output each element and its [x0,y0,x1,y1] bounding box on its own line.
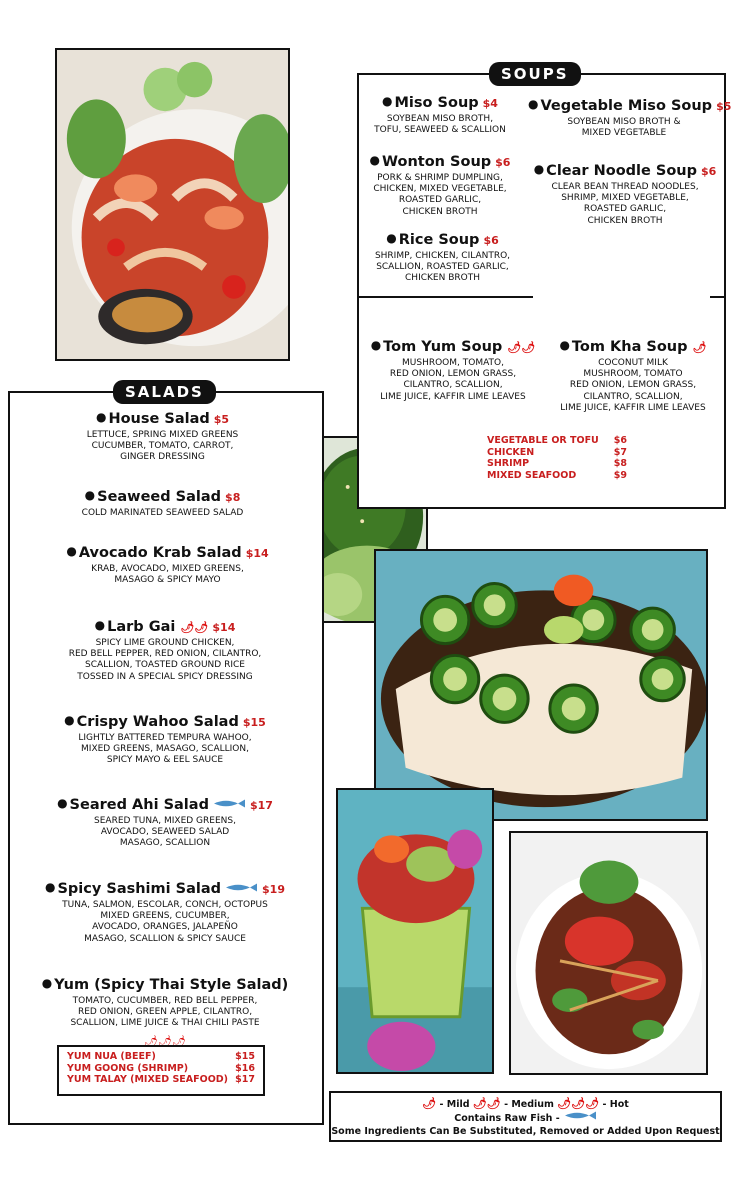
item-name: Clear Noodle Soup [546,163,697,179]
poke-cucumber-cup-photo [336,788,494,1074]
fish-icon [563,1111,597,1120]
menu-item-wonton-soup: ● Wonton Soup $6 PORK & SHRIMP DUMPLING, CHICKEN, MIXED VEGETABLE, ROASTED GARLIC, CHICKEN BROTH [360,153,520,218]
item-desc: MUSHROOM, TOMATO [583,369,683,380]
item-price: $6 [483,234,499,247]
item-price: $5 [716,100,732,113]
item-desc: MASAGO, SCALLION [119,838,211,849]
item-desc: SEARED TUNA, MIXED GREENS, [94,816,236,826]
yum-options-box [57,1045,265,1096]
item-desc: AVOCADO, SEAWEED SALAD [100,827,230,838]
item-name: Spicy Sashimi Salad [57,881,222,897]
menu-item-spicy-sashimi-salad: ● Spicy Sashimi Salad $19 TUNA, SALMON, ESCOLAR, CONCH, OCTOPUS MIXED GREENS, CUCUMBER, AVOCADO, ORANGES, JALAPEÑO MASAGO, SCALLION & SPICY SAUCE [30,880,300,945]
legend-raw-fish: Contains Raw Fish - [454,1113,560,1124]
menu-item-tom-kha-soup: ● Tom Kha Soup 🌶 COCONUT MILK MUSHROOM, TOMATO RED ONION, LEMON GRASS, CILANTRO, SCALLION, LIME JUICE, KAFFIR LIME LEAVES [543,338,723,414]
item-price: $5 [213,413,230,426]
legend-medium: - Medium [504,1099,554,1110]
item-price: $6 [495,156,511,169]
item-desc: TOSSED IN A SPECIAL SPICY DRESSING [77,671,253,682]
menu-item-tom-yum-soup: ● Tom Yum Soup 🌶🌶 MUSHROOM, TOMATO, RED ONION, LEMON GRASS, CILANTRO, SCALLION, LIME JUICE, KAFFIR LIME LEAVES [362,338,544,403]
item-desc: MIXED GREENS, MASAGO, SCALLION, [81,744,249,755]
salads-title: SALADS [113,380,216,404]
item-desc: LIME JUICE, KAFFIR LIME LEAVES [380,391,526,402]
soup-protein-options [487,435,627,481]
soups-title: SOUPS [489,62,581,86]
chili-icon: 🌶🌶🌶 [557,1097,600,1110]
item-price: $8 [225,491,241,504]
chili-icon: 🌶🌶🌶 [144,1034,186,1048]
option-row: YUM NUA (BEEF) $15 [67,1051,255,1062]
option-row: MIXED SEAFOOD $9 [487,469,627,481]
chili-icon: 🌶🌶 [180,621,209,634]
item-desc: KRAB, AVOCADO, MIXED GREENS, [91,564,244,574]
option-row: VEGETABLE OR TOFU $6 [487,435,627,446]
menu-item-yum-salad: ● Yum (Spicy Thai Style Salad) TOMATO, CUCUMBER, RED BELL PEPPER, RED ONION, GREEN APPLE, CILANTRO, SCALLION, LIME JUICE & THAI CHILI PASTE 🌶🌶🌶 [30,976,300,1049]
menu-item-rice-soup: ● Rice Soup $6 SHRIMP, CHICKEN, CILANTRO, SCALLION, ROASTED GARLIC, CHICKEN BROTH [360,231,525,285]
item-price: $19 [262,883,285,896]
item-price: $14 [212,621,236,634]
item-desc: SHRIMP, MIXED VEGETABLE, [561,193,689,204]
item-desc: MASAGO & SPICY MAYO [114,575,221,586]
item-desc: MIXED VEGETABLE [581,128,667,139]
item-desc: LIGHTLY BATTERED TEMPURA WAHOO, [78,733,252,743]
legend-note: Some Ingredients Can Be Substituted, Removed or Added Upon Request [331,1126,720,1137]
item-name: Wonton Soup [382,154,492,170]
item-desc: CLEAR BEAN THREAD NOODLES, [551,182,699,192]
item-name: Avocado Krab Salad [78,545,242,561]
item-desc: ROASTED GARLIC, [398,195,482,206]
item-desc: AVOCADO, ORANGES, JALAPEÑO [92,922,238,933]
menu-item-vegetable-miso-soup: ● Vegetable Miso Soup $5 SOYBEAN MISO BROTH & MIXED VEGETABLE [528,97,732,139]
item-desc: CHICKEN BROTH [405,273,480,284]
spicy-beef-salad-photo [509,831,708,1075]
item-name: House Salad [108,411,210,427]
item-desc: RED ONION, LEMON GRASS, [389,369,517,380]
item-desc: SPICY LIME GROUND CHICKEN, [95,638,235,648]
item-desc: RED ONION, LEMON GRASS, [569,380,697,391]
chili-icon: 🌶 [422,1097,437,1110]
item-desc: TOMATO, CUCUMBER, RED BELL PEPPER, [72,996,258,1006]
item-desc: RED ONION, GREEN APPLE, CILANTRO, [77,1007,253,1018]
menu-item-crispy-wahoo-salad: ● Crispy Wahoo Salad $15 LIGHTLY BATTERED TEMPURA WAHOO, MIXED GREENS, MASAGO, SCALLION, SPICY MAYO & EEL SAUCE [50,713,280,767]
item-desc: SOYBEAN MISO BROTH & [567,117,681,127]
soups-divider-right [710,296,724,298]
item-desc: SOYBEAN MISO BROTH, [386,114,494,124]
chili-icon: 🌶🌶 [472,1097,501,1110]
item-desc: CILANTRO, SCALLION, [583,391,683,402]
item-name: Miso Soup [394,95,479,111]
menu-item-clear-noodle-soup: ● Clear Noodle Soup $6 CLEAR BEAN THREAD NOODLES, SHRIMP, MIXED VEGETABLE, ROASTED GARLIC, CHICKEN BROTH [530,162,720,227]
item-name: Rice Soup [398,232,480,248]
option-row: YUM GOONG (SHRIMP) $16 [67,1062,255,1074]
item-desc: CHICKEN BROTH [402,206,478,217]
item-desc: MUSHROOM, TOMATO, [402,358,504,368]
item-name: Yum (Spicy Thai Style Salad) [54,977,289,993]
fish-icon [212,799,246,808]
item-desc: TOFU, SEAWEED & SCALLION [374,125,506,136]
legend-box [329,1091,722,1142]
item-desc: SCALLION, TOASTED GROUND RICE [85,660,245,671]
item-desc: CHICKEN BROTH [587,215,663,226]
menu-item-seared-ahi-salad: ● Seared Ahi Salad $17 SEARED TUNA, MIXED GREENS, AVOCADO, SEAWEED SALAD MASAGO, SCALLION [50,796,280,850]
item-price: $4 [482,97,498,110]
item-desc: SCALLION, ROASTED GARLIC, [376,262,509,273]
fish-icon [224,883,258,892]
item-price: $17 [249,799,273,812]
item-price: $6 [701,165,717,178]
item-name: Larb Gai [107,619,176,635]
option-row: SHRIMP $8 [487,458,627,469]
seafood-salad-photo [55,48,290,361]
item-desc: LIME JUICE, KAFFIR LIME LEAVES [560,402,706,413]
menu-item-larb-gai: ● Larb Gai 🌶🌶 $14 SPICY LIME GROUND CHICKEN, RED BELL PEPPER, RED ONION, CILANTRO, SCALLION, TOASTED GROUND RICE TOSSED IN A SPECIAL SPICY DRESSING [45,618,285,683]
item-desc: GINGER DRESSING [120,452,205,463]
option-row: CHICKEN $7 [487,446,627,458]
item-name: Tom Yum Soup [383,339,503,355]
legend-hot: - Hot [602,1099,629,1110]
item-desc: SCALLION, LIME JUICE & THAI CHILI PASTE [70,1018,260,1029]
chili-icon: 🌶 [692,341,707,354]
item-desc: PORK & SHRIMP DUMPLING, [377,173,503,183]
item-desc: SPICY MAYO & EEL SAUCE [106,755,224,766]
menu-item-avocado-krab-salad: ● Avocado Krab Salad $14 KRAB, AVOCADO, MIXED GREENS, MASAGO & SPICY MAYO [55,544,280,586]
yellowtail-jalapeno-photo [374,549,708,821]
item-desc: MIXED GREENS, CUCUMBER, [100,911,230,922]
item-desc: SHRIMP, CHICKEN, CILANTRO, [374,251,511,261]
item-desc: RED BELL PEPPER, RED ONION, CILANTRO, [68,649,262,660]
soups-divider [359,296,533,298]
menu-item-miso-soup: ● Miso Soup $4 SOYBEAN MISO BROTH, TOFU, SEAWEED & SCALLION [360,94,520,136]
item-desc: CHICKEN, MIXED VEGETABLE, [373,184,507,195]
item-name: Seaweed Salad [97,489,222,505]
item-desc: COCONUT MILK [598,358,668,368]
item-desc: CUCUMBER, TOMATO, CARROT, [91,441,234,452]
option-row: YUM TALAY (MIXED SEAFOOD) $17 [67,1074,255,1085]
item-desc: ROASTED GARLIC, [583,204,667,215]
item-desc: COLD MARINATED SEAWEED SALAD [81,508,244,518]
item-price: $14 [245,547,269,560]
legend-mild: - Mild [439,1099,470,1110]
item-name: Crispy Wahoo Salad [76,714,239,730]
item-desc: MASAGO, SCALLION & SPICY SAUCE [84,933,246,944]
chili-icon: 🌶🌶 [507,341,536,354]
item-name: Tom Kha Soup [571,339,688,355]
item-desc: LETTUCE, SPRING MIXED GREENS [86,430,239,440]
item-name: Vegetable Miso Soup [540,98,713,114]
menu-item-seaweed-salad: ● Seaweed Salad $8 COLD MARINATED SEAWEED SALAD [55,488,270,519]
item-price: $15 [242,716,266,729]
item-desc: TUNA, SALMON, ESCOLAR, CONCH, OCTOPUS [62,900,268,910]
item-name: Seared Ahi Salad [69,797,209,813]
menu-item-house-salad: ● House Salad $5 LETTUCE, SPRING MIXED GREENS CUCUMBER, TOMATO, CARROT, GINGER DRESSING [55,410,270,464]
item-desc: CILANTRO, SCALLION, [403,380,503,391]
